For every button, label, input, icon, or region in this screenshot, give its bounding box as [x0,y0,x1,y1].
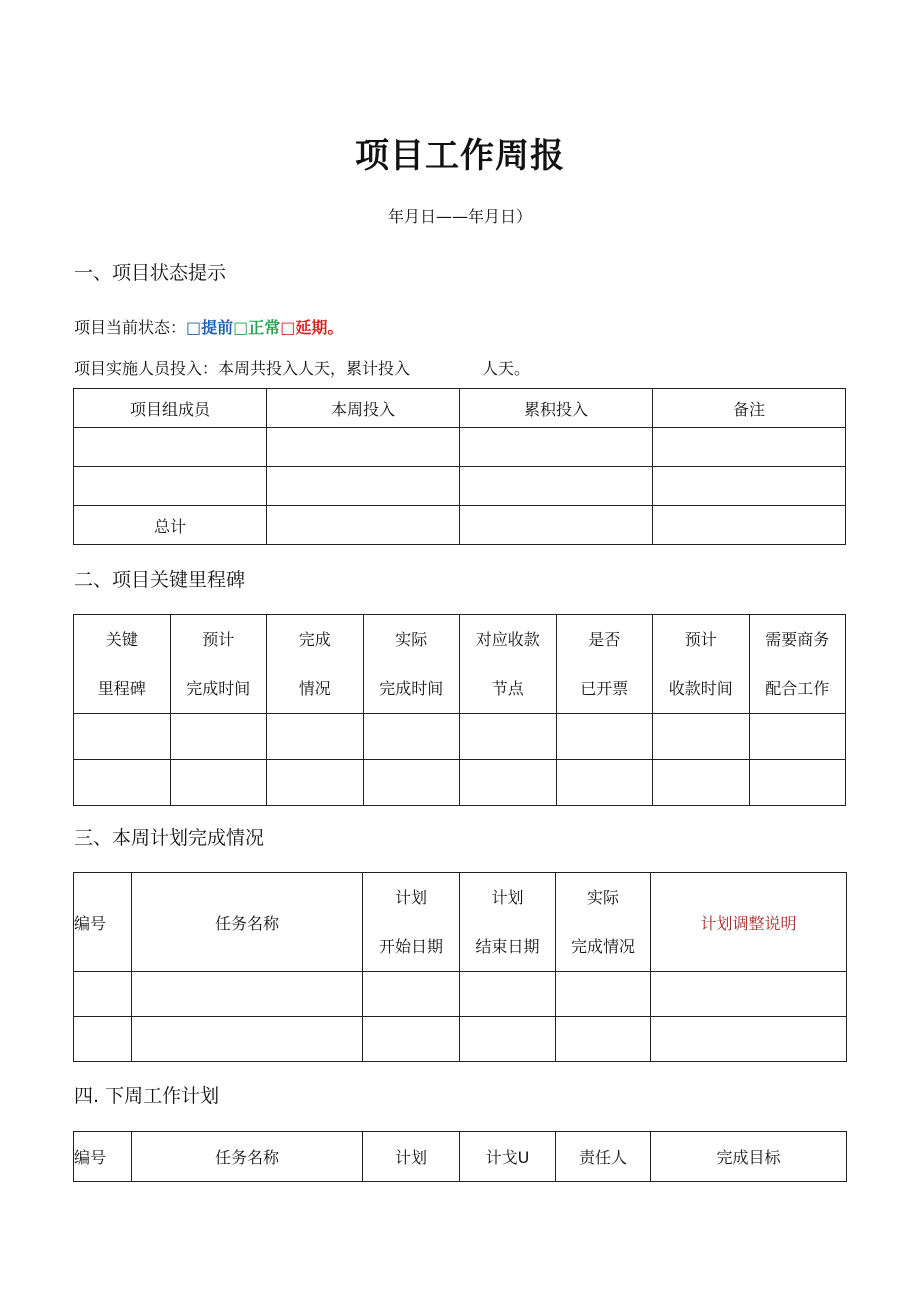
header-cell: 对应收款 节点 [460,615,557,714]
table-cell[interactable] [653,714,750,760]
table-header-row [74,389,846,428]
table-cell[interactable] [749,760,846,806]
staff-input-line [74,356,530,379]
section3-heading: 三、本周计划完成情况 [74,827,265,849]
project-status-line [74,315,343,338]
table-cell[interactable] [74,972,132,1017]
table-cell[interactable] [363,760,460,806]
header-cell: 预计 完成时间 [170,615,267,714]
table-cell[interactable] [460,972,556,1017]
header-cell: 实际 完成情况 [556,873,651,972]
table-cell[interactable] [556,760,653,806]
table-cell[interactable] [749,714,846,760]
table-cell[interactable] [363,972,460,1017]
header-cell: 累积投入 [460,389,653,428]
header-cell: 关键 里程碑 [74,615,171,714]
table-cell[interactable] [653,428,846,467]
table-cell[interactable] [460,467,653,506]
table-cell[interactable] [460,428,653,467]
table-row [74,428,846,467]
table-cell[interactable] [460,1017,556,1062]
header-cell: 计戈U [460,1132,556,1182]
table-cell[interactable] [267,428,460,467]
table-cell[interactable] [267,760,364,806]
header-cell: 任务名称 [132,1132,363,1182]
table-cell[interactable] [170,760,267,806]
table-cell[interactable] [74,1017,132,1062]
header-cell: 计划调整说明 [651,873,847,972]
header-cell: 是否 已开票 [556,615,653,714]
date-range: 年月日——年月日） [387,207,532,226]
header-cell: 编号 [74,1132,132,1182]
table-cell[interactable] [653,467,846,506]
table-cell[interactable] [132,1017,363,1062]
document-title: 项目工作周报 [355,136,565,176]
section2-heading: 二、项目关键里程碑 [74,569,246,591]
table-cell[interactable] [651,972,847,1017]
header-cell: 预计 收款时间 [653,615,750,714]
header-cell: 计划 开始日期 [363,873,460,972]
table-cell[interactable] [132,972,363,1017]
table-cell[interactable] [460,714,557,760]
table-cell[interactable] [74,714,171,760]
milestone-table [73,614,846,806]
header-cell: 责任人 [556,1132,651,1182]
table-cell[interactable] [556,714,653,760]
header-cell: 计划 [363,1132,460,1182]
header-cell: 完成目标 [651,1132,847,1182]
status-ahead-checkbox[interactable]: □提前 [186,318,234,337]
header-cell: 备注 [653,389,846,428]
table-row [74,714,846,760]
table-cell[interactable] [556,972,651,1017]
staff-input-prefix: 项目实施人员投入：本周共投入人天，累计投入 [74,359,411,378]
table-cell[interactable] [651,1017,847,1062]
table-cell[interactable] [363,1017,460,1062]
table-cell[interactable] [170,714,267,760]
total-label: 总计 [74,506,267,545]
table-row [74,467,846,506]
header-cell: 本周投入 [267,389,460,428]
header-cell: 需要商务 配合工作 [749,615,846,714]
table-cell[interactable] [74,428,267,467]
table-cell[interactable] [267,506,460,545]
header-cell: 完成 情况 [267,615,364,714]
status-label: 项目当前状态： [74,318,187,337]
header-cell: 项目组成员 [74,389,267,428]
header-cell: 编号 [74,873,132,972]
table-row [74,1017,847,1062]
table-cell[interactable] [267,467,460,506]
staff-table [73,388,846,545]
table-cell[interactable] [363,714,460,760]
table-cell[interactable] [653,506,846,545]
table-cell[interactable] [653,760,750,806]
total-row [74,506,846,545]
table-header-row [74,873,847,972]
section1-heading: 一、项目状态提示 [74,262,227,284]
header-cell: 计划 结束日期 [460,873,556,972]
section4-heading: 四. 下周工作计划 [74,1085,220,1107]
header-cell: 实际 完成时间 [363,615,460,714]
next-week-plan-table [73,1131,847,1182]
table-cell[interactable] [460,760,557,806]
table-header-row [74,1132,847,1182]
status-normal-checkbox[interactable]: □正常 [233,318,281,337]
table-cell[interactable] [460,506,653,545]
table-cell[interactable] [556,1017,651,1062]
staff-input-suffix: 人天。 [482,359,531,378]
table-cell[interactable] [74,467,267,506]
table-row [74,760,846,806]
weekly-plan-table [73,872,847,1062]
table-header-row [74,615,846,714]
table-row [74,972,847,1017]
table-cell[interactable] [267,714,364,760]
status-delayed-checkbox[interactable]: □延期。 [280,318,344,337]
table-cell[interactable] [74,760,171,806]
header-cell: 任务名称 [132,873,363,972]
